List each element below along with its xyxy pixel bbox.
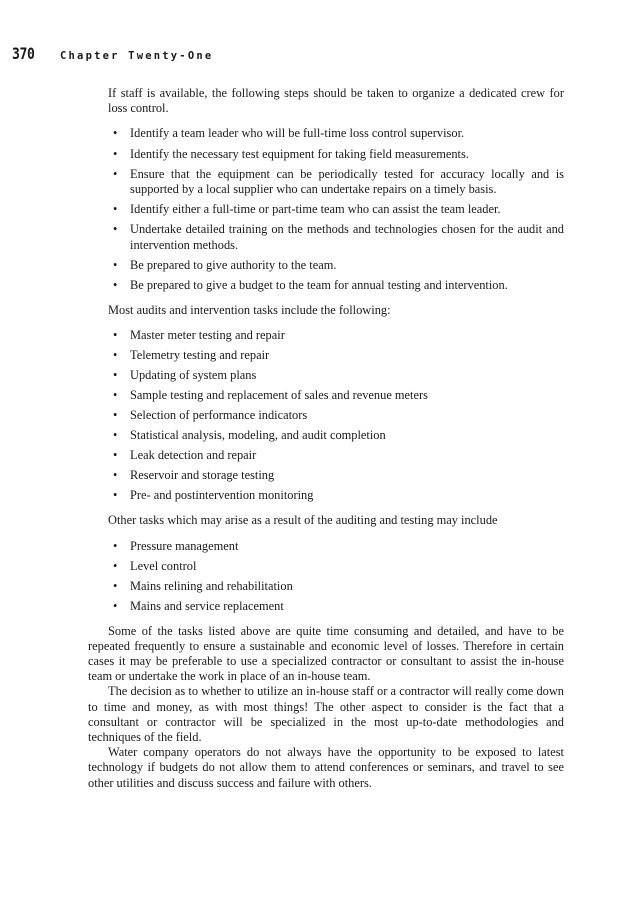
body-paragraph: Water company operators do not always have the opportunity to be exposed to latest technology if budgets do not allow them to attend conferences or seminars, and travel to see other utilities and discuss success and failure with others. — [88, 745, 564, 790]
list-item: • Identify either a full-time or part-time team who can assist the team leader. — [113, 202, 501, 217]
bullet-icon: • — [113, 348, 118, 363]
chapter-title: Chapter Twenty-One — [60, 50, 214, 62]
bullet-icon: • — [113, 202, 118, 217]
list-item: • Identify a team leader who will be full-time loss control supervisor. — [113, 126, 465, 141]
list-item: • Updating of system plans — [113, 368, 257, 383]
page-number: 370 — [12, 44, 35, 63]
page-body — [88, 86, 564, 791]
list-item: • Sample testing and replacement of sales and revenue meters — [113, 388, 428, 403]
audit-tasks-list — [88, 328, 564, 503]
list-item: • Reservoir and storage testing — [113, 468, 275, 483]
list-item: • Ensure that the equipment can be periodically tested for accuracy locally and is supported by a local supplier who can undertake repairs on a timely basis. — [113, 166, 564, 197]
bullet-icon: • — [113, 126, 118, 141]
list-item: • Selection of performance indicators — [113, 408, 308, 423]
bullet-icon: • — [113, 538, 118, 553]
list-item: • Be prepared to give a budget to the team for annual testing and intervention. — [113, 278, 508, 293]
bullet-icon: • — [113, 368, 118, 383]
bullet-icon: • — [113, 146, 118, 161]
bullet-icon: • — [113, 598, 118, 613]
body-paragraph: The decision as to whether to utilize an in-house staff or a contractor will really come down to time and money, as with most things! The other aspect to consider is the fact that a consultant or contractor will be specialized in the most up-to-date methodologies and techniques of the field. — [88, 684, 564, 745]
list-item: • Undertake detailed training on the methods and technologies chosen for the audit and intervention methods. — [113, 222, 564, 252]
list-item: • Pressure management — [113, 538, 239, 553]
bullet-icon: • — [113, 468, 118, 483]
other-tasks-intro: Other tasks which may arise as a result of the auditing and testing may include — [108, 513, 498, 528]
bullet-icon: • — [113, 278, 118, 293]
bullet-icon: • — [113, 222, 118, 237]
bullet-icon: • — [113, 328, 118, 343]
bullet-icon: • — [113, 257, 118, 272]
list-item: • Identify the necessary test equipment for taking field measurements. — [113, 146, 469, 161]
list-item: • Leak detection and repair — [113, 448, 257, 463]
bullet-icon: • — [113, 408, 118, 423]
page-header — [12, 44, 213, 64]
list-item: • Mains and service replacement — [113, 598, 284, 613]
list-item: • Statistical analysis, modeling, and audit completion — [113, 428, 386, 443]
other-tasks-list — [88, 539, 564, 614]
bullet-icon: • — [113, 448, 118, 463]
bullet-icon: • — [113, 558, 118, 573]
list-item: • Be prepared to give authority to the team. — [113, 257, 337, 272]
bullet-icon: • — [113, 578, 118, 593]
bullet-icon: • — [113, 488, 118, 503]
list-item: • Level control — [113, 558, 197, 573]
body-paragraph: Some of the tasks listed above are quite time consuming and detailed, and have to be repeated frequently to ensure a sustainable and economic level of losses. Therefore in certain cases it may be preferable to use a specialized contractor or consultant to assist the in-house team or undertake the work in place of an in-house team. — [88, 623, 564, 684]
list-item: • Mains relining and rehabilitation — [113, 578, 293, 593]
intro-paragraph: If staff is available, the following steps should be taken to organize a dedicated crew for loss control. — [108, 86, 564, 116]
bullet-icon: • — [113, 166, 118, 181]
list-item: • Telemetry testing and repair — [113, 348, 270, 363]
list-item: • Master meter testing and repair — [113, 328, 285, 343]
bullet-icon: • — [113, 388, 118, 403]
bullet-icon: • — [113, 428, 118, 443]
list-item: • Pre- and postintervention monitoring — [113, 488, 314, 503]
steps-list — [88, 126, 564, 293]
audits-intro: Most audits and intervention tasks include the following: — [108, 303, 391, 318]
